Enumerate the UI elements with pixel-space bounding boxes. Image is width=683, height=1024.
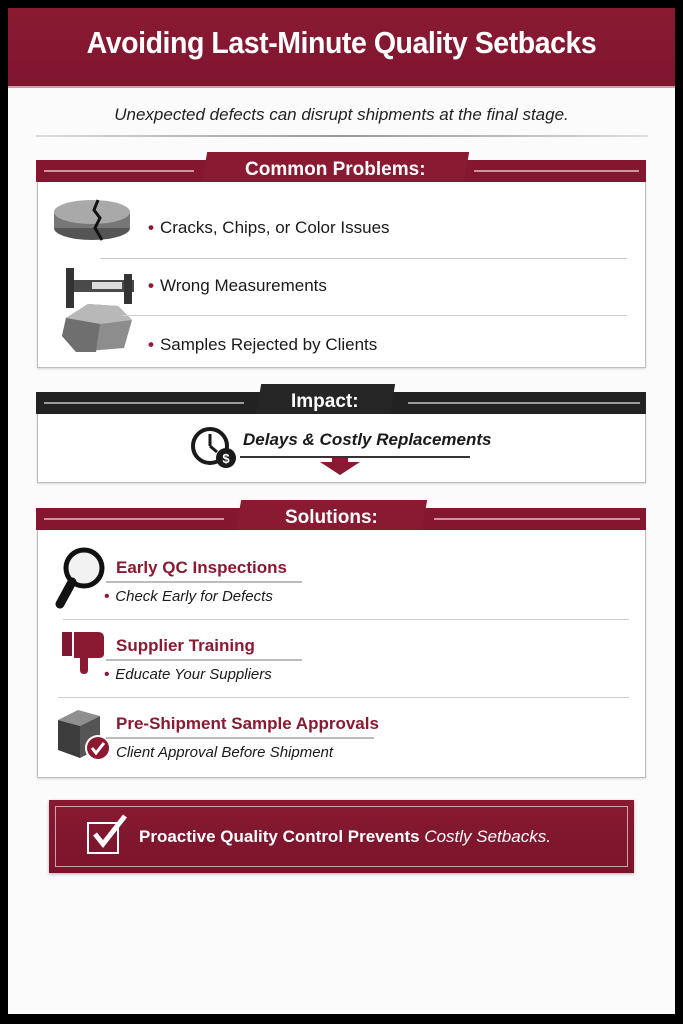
problem-label: Cracks, Chips, or Color Issues — [159, 218, 390, 237]
callout-text: Proactive Quality Control Prevents Costly Setbacks. — [139, 827, 551, 846]
solution-detail: • Check Early for Defects — [104, 588, 273, 605]
bullet: • — [148, 276, 154, 295]
impact-panel — [37, 414, 646, 483]
arrow-down-icon — [320, 462, 360, 475]
divider — [63, 619, 629, 620]
divider — [58, 697, 629, 698]
checkmark-icon — [91, 814, 131, 850]
solutions-header-band — [36, 508, 646, 530]
title-banner — [8, 8, 675, 88]
band-rule — [44, 402, 244, 404]
bullet: • — [148, 335, 154, 354]
band-rule — [44, 170, 194, 172]
solution-title: Early QC Inspections — [116, 558, 287, 577]
callout-banner — [49, 800, 634, 873]
impact-header-band — [36, 392, 646, 414]
impact-heading: Impact: — [291, 391, 359, 412]
solution-title: Supplier Training — [116, 636, 255, 655]
band-rule — [434, 518, 640, 520]
band-rule — [474, 170, 639, 172]
problems-panel — [37, 182, 646, 368]
divider — [100, 258, 627, 259]
caliper-stone-icon — [52, 266, 142, 358]
problems-heading: Common Problems: — [244, 159, 426, 180]
cracked-stone-icon — [50, 194, 134, 246]
solution-detail: Client Approval Before Shipment — [116, 744, 334, 761]
problem-item — [148, 218, 390, 238]
impact-text: Delays & Costly Replacements — [243, 430, 492, 449]
underline — [106, 737, 374, 739]
band-rule — [408, 402, 640, 404]
underline — [106, 581, 302, 583]
bullet: • — [148, 218, 154, 237]
svg-text:$: $ — [222, 451, 230, 466]
checkbox-icon — [87, 822, 119, 854]
clock-dollar-icon — [190, 426, 240, 470]
divider — [36, 135, 648, 137]
infographic-page — [8, 8, 675, 1014]
solution-detail: • Educate Your Suppliers — [104, 666, 272, 683]
solutions-heading: Solutions: — [284, 507, 378, 528]
band-rule — [44, 518, 224, 520]
problem-item — [148, 335, 377, 355]
divider — [122, 315, 627, 316]
solutions-panel — [37, 530, 646, 778]
subtitle: Unexpected defects can disrupt shipments at the final stage. — [114, 105, 569, 124]
solution-title: Pre-Shipment Sample Approvals — [116, 714, 379, 733]
underline — [106, 659, 302, 661]
page-title: Avoiding Last-Minute Quality Setbacks — [86, 25, 597, 60]
problem-label: Wrong Measurements — [159, 276, 327, 295]
thumbs-down-icon — [60, 630, 106, 676]
underline — [240, 456, 470, 458]
problem-label: Samples Rejected by Clients — [159, 335, 378, 354]
magnifier-icon — [54, 546, 108, 612]
box-check-icon — [52, 706, 116, 766]
problems-header-band — [36, 160, 646, 182]
problem-item — [148, 276, 327, 296]
